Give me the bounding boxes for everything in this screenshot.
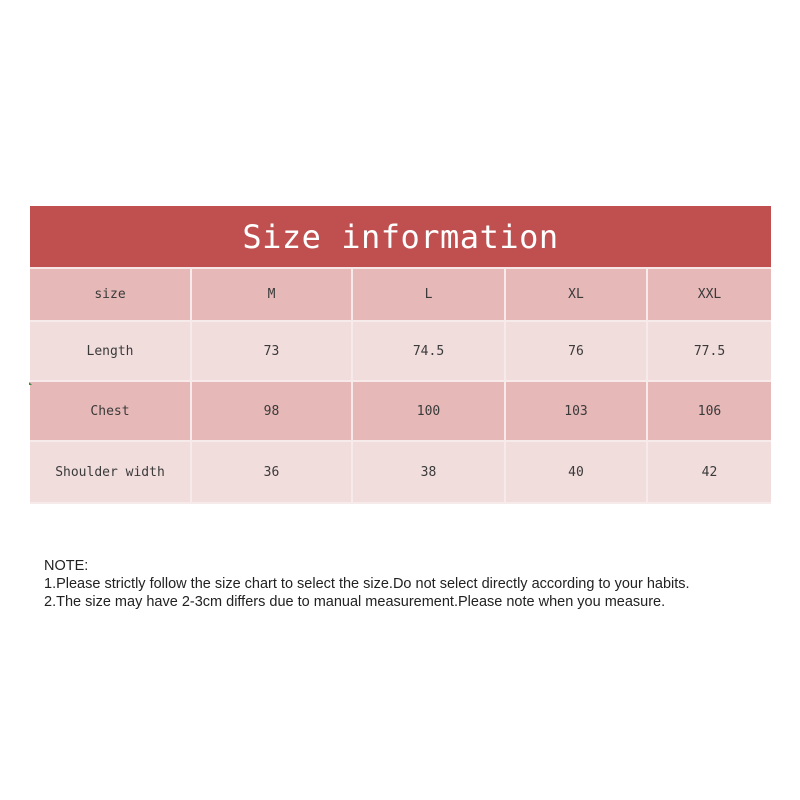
- header-cell-size: size: [30, 269, 191, 321]
- table-row: [30, 381, 771, 441]
- header-cell-xl: XL: [505, 269, 647, 321]
- table-cell: 77.5: [647, 321, 771, 381]
- table-cell: 106: [647, 381, 771, 441]
- row-label: Length: [30, 321, 191, 381]
- table-cell: 38: [352, 441, 505, 503]
- notes-heading: NOTE:: [44, 558, 89, 574]
- table-header-row: [30, 269, 771, 321]
- table-cell: 40: [505, 441, 647, 503]
- corner-marker: [29, 382, 32, 385]
- size-table: [30, 269, 771, 504]
- table-cell: 100: [352, 381, 505, 441]
- table-cell: 74.5: [352, 321, 505, 381]
- table-cell: 73: [191, 321, 352, 381]
- table-row: [30, 321, 771, 381]
- size-chart-title: Size information: [30, 206, 771, 269]
- note-line: 2.The size may have 2-3cm differs due to manual measurement.Please note when you measure.: [44, 594, 666, 610]
- header-cell-l: L: [352, 269, 505, 321]
- table-row: [30, 441, 771, 503]
- table-cell: 98: [191, 381, 352, 441]
- size-notes: [44, 557, 690, 611]
- row-label: Chest: [30, 381, 191, 441]
- table-cell: 76: [505, 321, 647, 381]
- table-cell: 36: [191, 441, 352, 503]
- row-label: Shoulder width: [30, 441, 191, 503]
- table-cell: 42: [647, 441, 771, 503]
- note-line: 1.Please strictly follow the size chart to select the size.Do not select directly according to your habits.: [44, 576, 690, 592]
- size-chart: [30, 206, 771, 505]
- header-cell-xxl: XXL: [647, 269, 771, 321]
- header-cell-m: M: [191, 269, 352, 321]
- table-cell: 103: [505, 381, 647, 441]
